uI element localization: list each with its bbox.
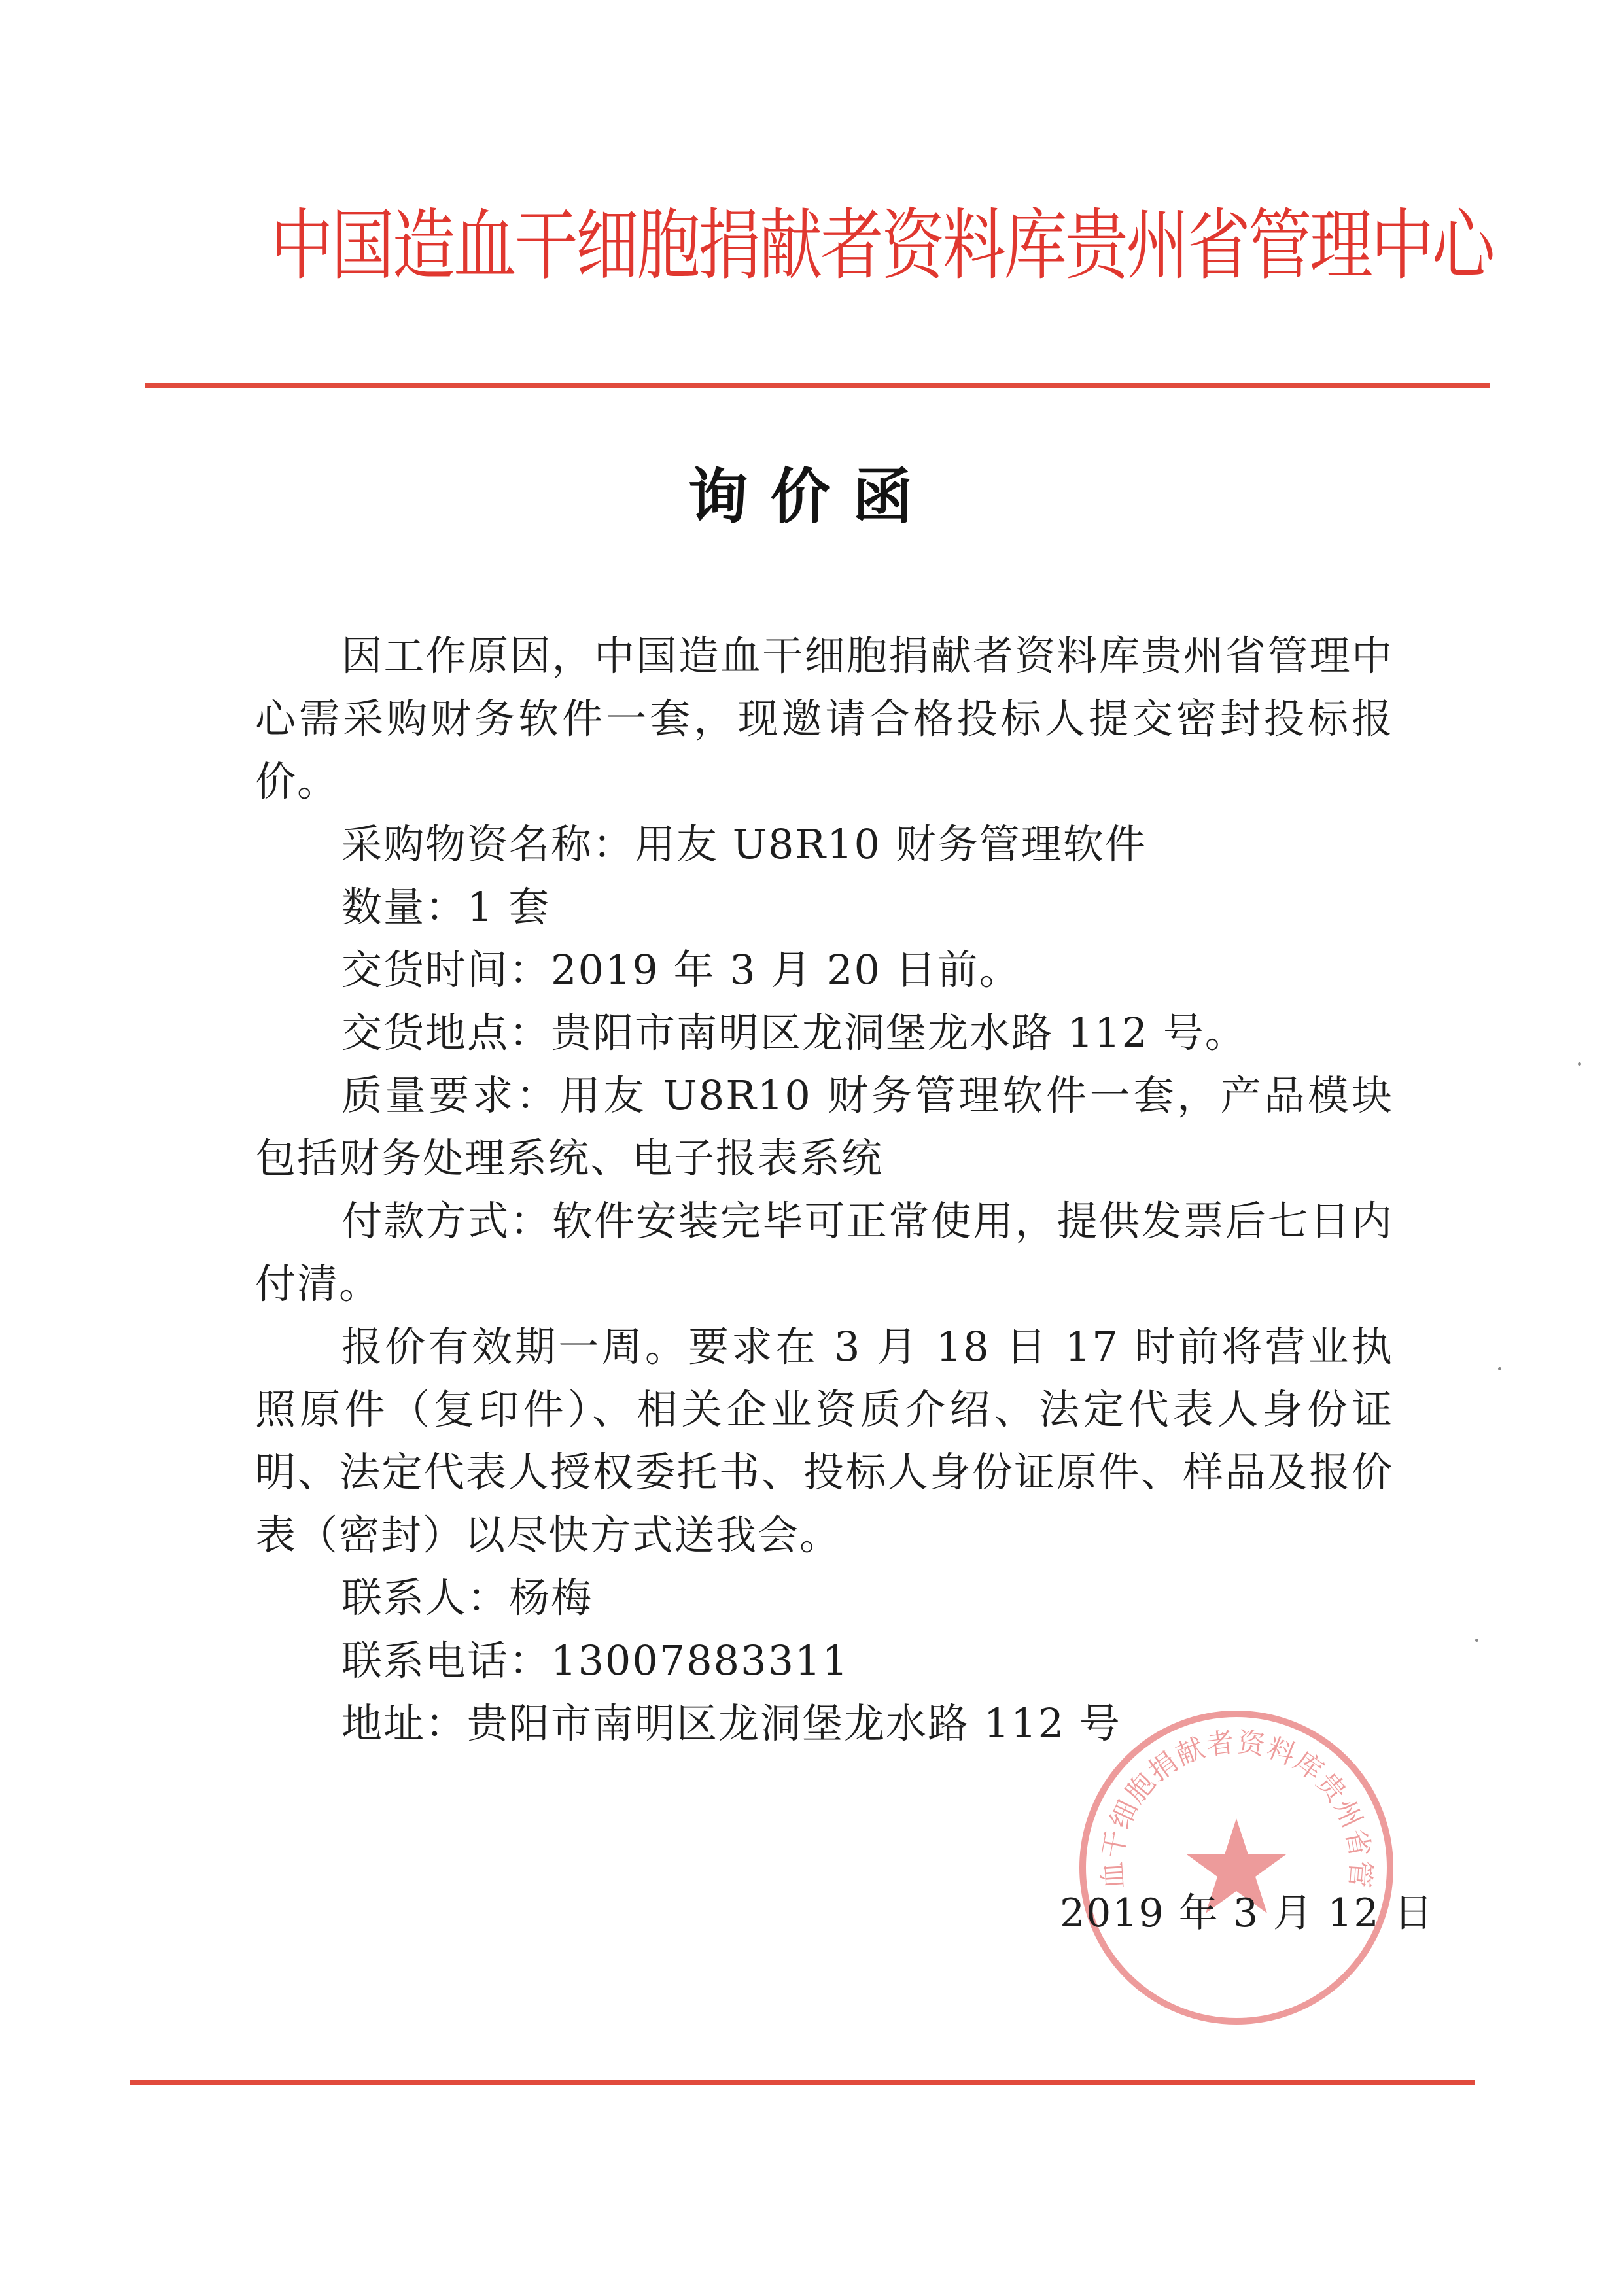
scan-speck [1578, 1062, 1581, 1066]
seal-text: 血干细胞捐献者资料库贵州省管 [1096, 1726, 1377, 1890]
paragraph-contact-phone: 联系电话：13007883311 [341, 1637, 849, 1684]
letterhead-divider-top [145, 383, 1490, 388]
scan-speck [1498, 1367, 1501, 1370]
paragraph-quality: 质量要求：用友 U8R10 财务管理软件一套，产品模块包括财务处理系统、电子报表系统 [255, 1071, 1393, 1182]
document-title: 询价函 [688, 462, 935, 532]
letter-body [255, 625, 1393, 1755]
official-seal [1073, 1704, 1400, 2031]
paragraph-quantity: 数量：1 套 [341, 883, 551, 931]
paragraph-contact-person: 联系人：杨梅 [341, 1574, 593, 1622]
letterhead-org-name: 中国造血干细胞捐献者资料库贵州省管理中心 [270, 200, 1493, 290]
paragraph-delivery-time: 交货时间：2019 年 3 月 20 日前。 [341, 946, 1021, 994]
paragraph-payment: 付款方式：软件安装完毕可正常使用，提供发票后七日内付清。 [255, 1197, 1393, 1308]
paragraph-item-name: 采购物资名称：用友 U8R10 财务管理软件 [341, 820, 1147, 868]
paragraph-intro: 因工作原因，中国造血干细胞捐献者资料库贵州省管理中心需采购财务软件一套，现邀请合格投标人提交密封投标报价。 [255, 632, 1393, 805]
paragraph-delivery-place: 交货地点：贵阳市南明区龙洞堡龙水路 112 号。 [341, 1009, 1247, 1056]
signature-date: 2019 年 3 月 12 日 [1060, 1890, 1435, 1936]
paragraph-address: 地址：贵阳市南明区龙洞堡龙水路 112 号 [341, 1699, 1121, 1747]
footer-divider [130, 2080, 1475, 2085]
paragraph-requirements: 报价有效期一周。要求在 3 月 18 日 17 时前将营业执照原件（复印件）、相关企业资质介绍、法定代表人身份证明、法定代表人授权委托书、投标人身份证原件、样品及报价表（密封）以尽快方式送我会。 [255, 1323, 1393, 1559]
scan-speck [1475, 1639, 1478, 1642]
